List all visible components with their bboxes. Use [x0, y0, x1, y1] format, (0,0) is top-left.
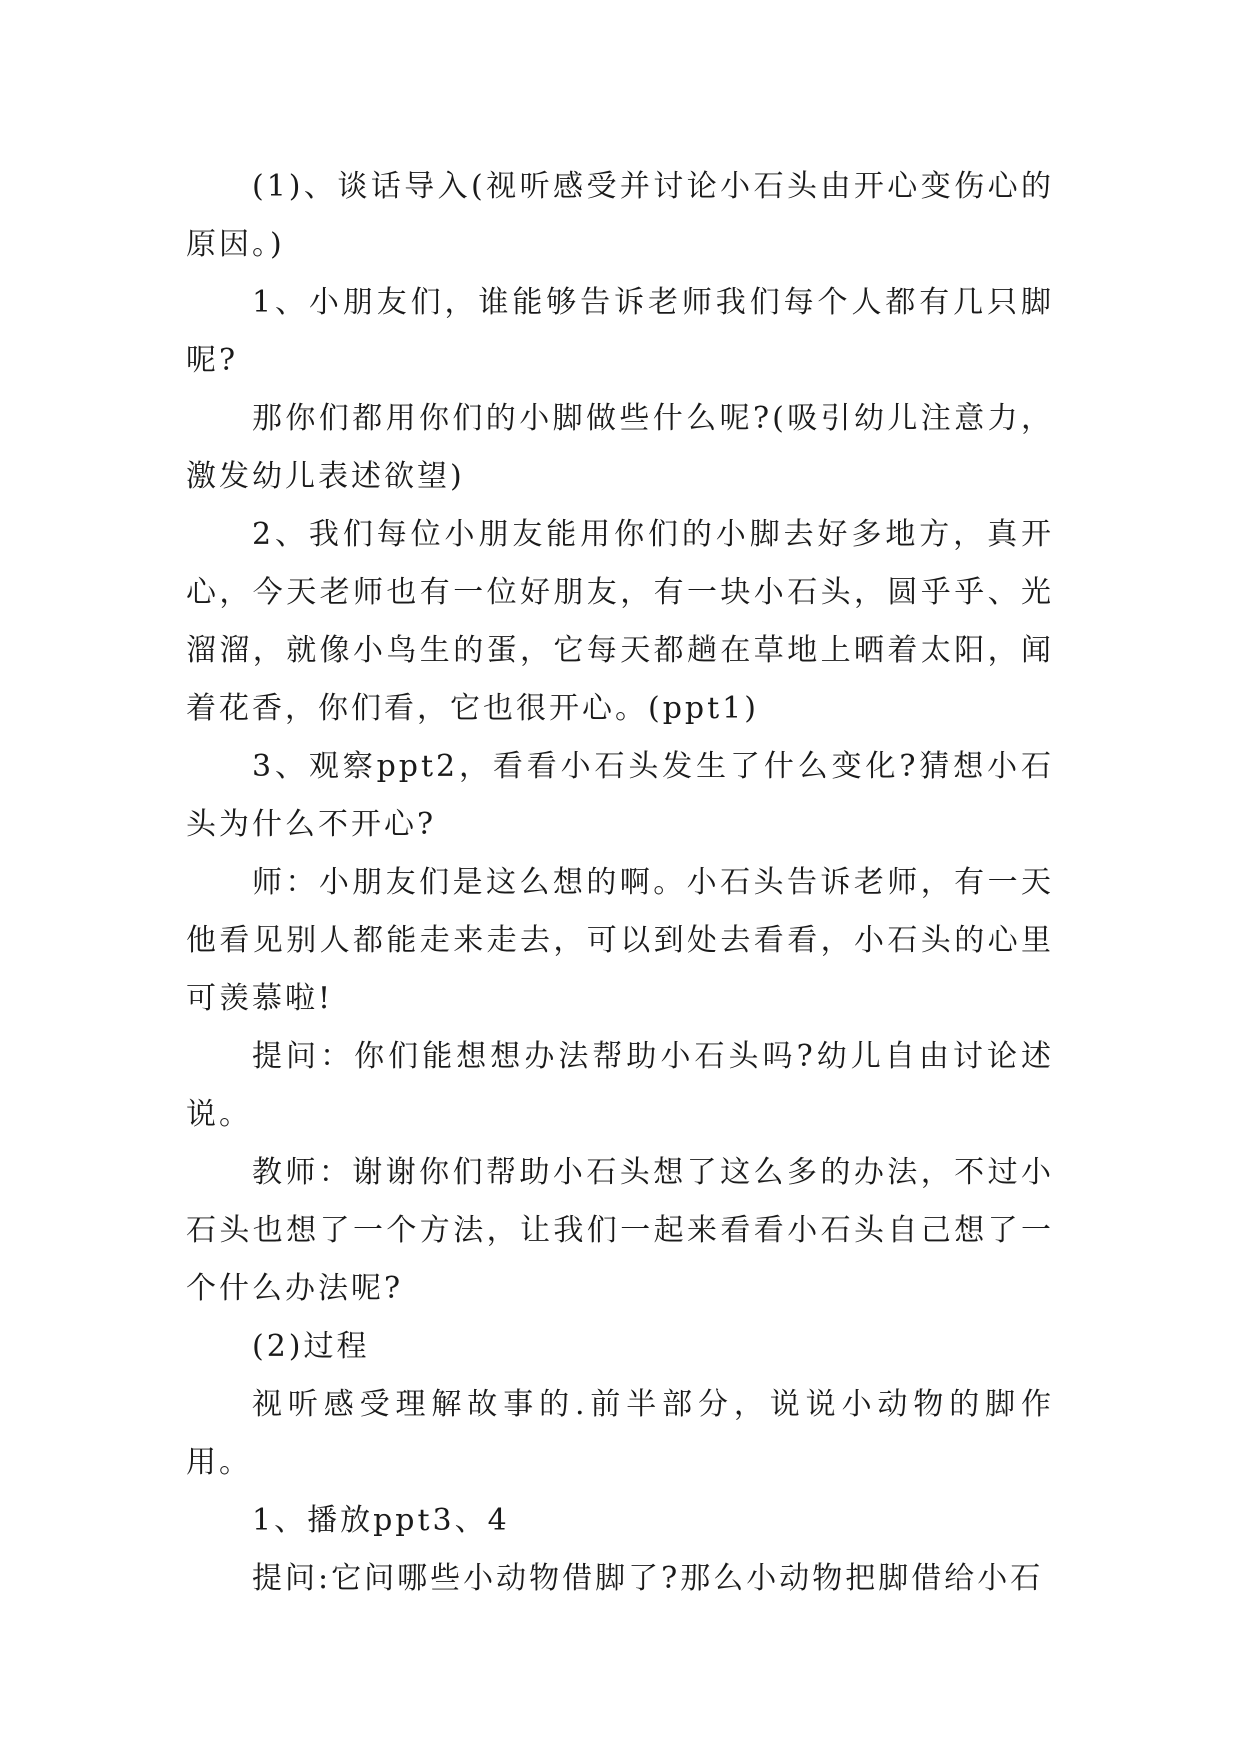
paragraph-teacher-explains: 师：小朋友们是这么想的啊。小石头告诉老师，有一天他看见别人都能走来走去，可以到处去看看，小石头的心里可羡慕啦!	[186, 865, 1054, 1016]
paragraph-process-heading: (2)过程	[252, 1329, 370, 1364]
paragraph-question-animals: 提问:它问哪些小动物借脚了?那么小动物把脚借给小石	[252, 1561, 1044, 1596]
paragraph-play-ppt: 1、播放ppt3、4	[252, 1503, 510, 1538]
paragraph-story-first-half: 视听感受理解故事的.前半部分，说说小动物的脚作用。	[186, 1387, 1054, 1480]
paragraph-question-use-feet: 那你们都用你们的小脚做些什么呢?(吸引幼儿注意力，激发幼儿表述欲望)	[186, 401, 1054, 494]
paragraph-question-feet: 1、小朋友们，谁能够告诉老师我们每个人都有几只脚呢?	[186, 285, 1054, 378]
paragraph-observe-ppt2: 3、观察ppt2，看看小石头发生了什么变化?猜想小石头为什么不开心?	[186, 749, 1054, 842]
paragraph-little-stone-intro: 2、我们每位小朋友能用你们的小脚去好多地方，真开心，今天老师也有一位好朋友，有一块小石头，圆乎乎、光溜溜，就像小鸟生的蛋，它每天都趟在草地上晒着太阳，闻着花香，你们看，它也很开心。(ppt1)	[186, 517, 1054, 726]
paragraph-question-help: 提问：你们能想想办法帮助小石头吗?幼儿自由讨论述说。	[186, 1039, 1054, 1132]
paragraph-teacher-thanks: 教师：谢谢你们帮助小石头想了这么多的办法，不过小石头也想了一个方法，让我们一起来看看小石头自己想了一个什么办法呢?	[186, 1155, 1054, 1306]
paragraph-conversation-intro: (1)、谈话导入(视听感受并讨论小石头由开心变伤心的原因。)	[186, 169, 1054, 262]
document-body	[186, 158, 1054, 1608]
